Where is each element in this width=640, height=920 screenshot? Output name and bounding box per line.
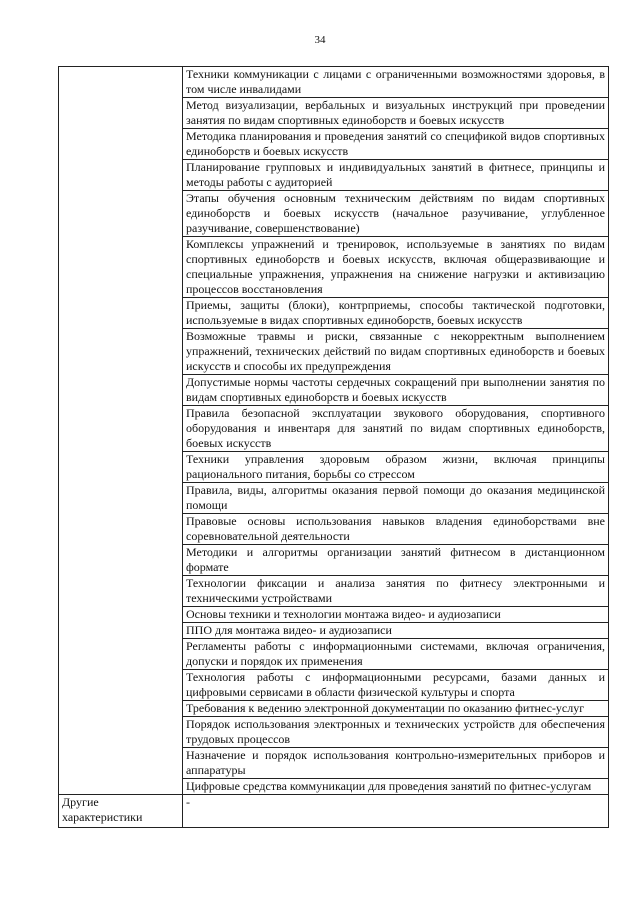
knowledge-item: Планирование групповых и индивидуальных занятий в фитнесе, принципы и методы работы с аудиторией [183, 160, 609, 191]
category-cell-empty [59, 67, 183, 795]
knowledge-item: Правовые основы использования навыков владения единоборствами вне соревновательной деятельности [183, 514, 609, 545]
knowledge-item: Требования к ведению электронной документации по оказанию фитнес-услуг [183, 701, 609, 717]
knowledge-item: Метод визуализации, вербальных и визуальных инструкций при проведении занятия по видам спортивных единоборств и боевых искусств [183, 98, 609, 129]
knowledge-item: Регламенты работы с информационными системами, включая ограничения, допуски и порядок их применения [183, 639, 609, 670]
table-row [59, 67, 609, 98]
knowledge-item: Комплексы упражнений и тренировок, используемые в занятиях по видам спортивных единоборств и боевых искусств, включая общеразвивающие и специальные упражнения, упражнения на снижение нагрузки и активизацию процессов восстановления [183, 237, 609, 298]
knowledge-item: Техники коммуникации с лицами с ограниченными возможностями здоровья, в том числе инвалидами [183, 67, 609, 98]
knowledge-item: Технологии фиксации и анализа занятия по фитнесу электронными и техническими устройствами [183, 576, 609, 607]
knowledge-item: Технология работы с информационными ресурсами, базами данных и цифровыми сервисами в области физической культуры и спорта [183, 670, 609, 701]
knowledge-item: Назначение и порядок использования контрольно-измерительных приборов и аппаратуры [183, 748, 609, 779]
knowledge-item: Методики и алгоритмы организации занятий фитнесом в дистанционном формате [183, 545, 609, 576]
knowledge-item: Возможные травмы и риски, связанные с некорректным выполнением упражнений, технических действий по видам спортивных единоборств и боевых искусств и способы их предупреждения [183, 329, 609, 375]
other-characteristics-value: - [183, 795, 609, 828]
knowledge-item: Правила безопасной эксплуатации звукового оборудования, спортивного оборудования и инвентаря для занятий по видам спортивных единоборств, боевых искусств [183, 406, 609, 452]
other-characteristics-label: Другие характеристики [59, 795, 183, 828]
knowledge-item: Приемы, защиты (блоки), контрприемы, способы тактической подготовки, используемые в видах спортивных единоборств, боевых искусств [183, 298, 609, 329]
table-row-other [59, 795, 609, 828]
knowledge-item: ППО для монтажа видео- и аудиозаписи [183, 623, 609, 639]
knowledge-item: Порядок использования электронных и технических устройств для обеспечения трудовых процессов [183, 717, 609, 748]
knowledge-item: Методика планирования и проведения занятий со спецификой видов спортивных единоборств и боевых искусств [183, 129, 609, 160]
knowledge-item: Допустимые нормы частоты сердечных сокращений при выполнении занятия по видам спортивных единоборств и боевых искусств [183, 375, 609, 406]
page-number: 34 [314, 34, 326, 46]
knowledge-item: Правила, виды, алгоритмы оказания первой помощи до оказания медицинской помощи [183, 483, 609, 514]
knowledge-item: Техники управления здоровым образом жизни, включая принципы рационального питания, борьбы со стрессом [183, 452, 609, 483]
knowledge-item: Цифровые средства коммуникации для проведения занятий по фитнес-услугам [183, 779, 609, 795]
knowledge-item: Этапы обучения основным техническим действиям по видам спортивных единоборств и боевых искусств (начальное разучивание, углубленное разучивание, совершенствование) [183, 191, 609, 237]
knowledge-table [58, 66, 609, 828]
knowledge-item: Основы техники и технологии монтажа видео- и аудиозаписи [183, 607, 609, 623]
